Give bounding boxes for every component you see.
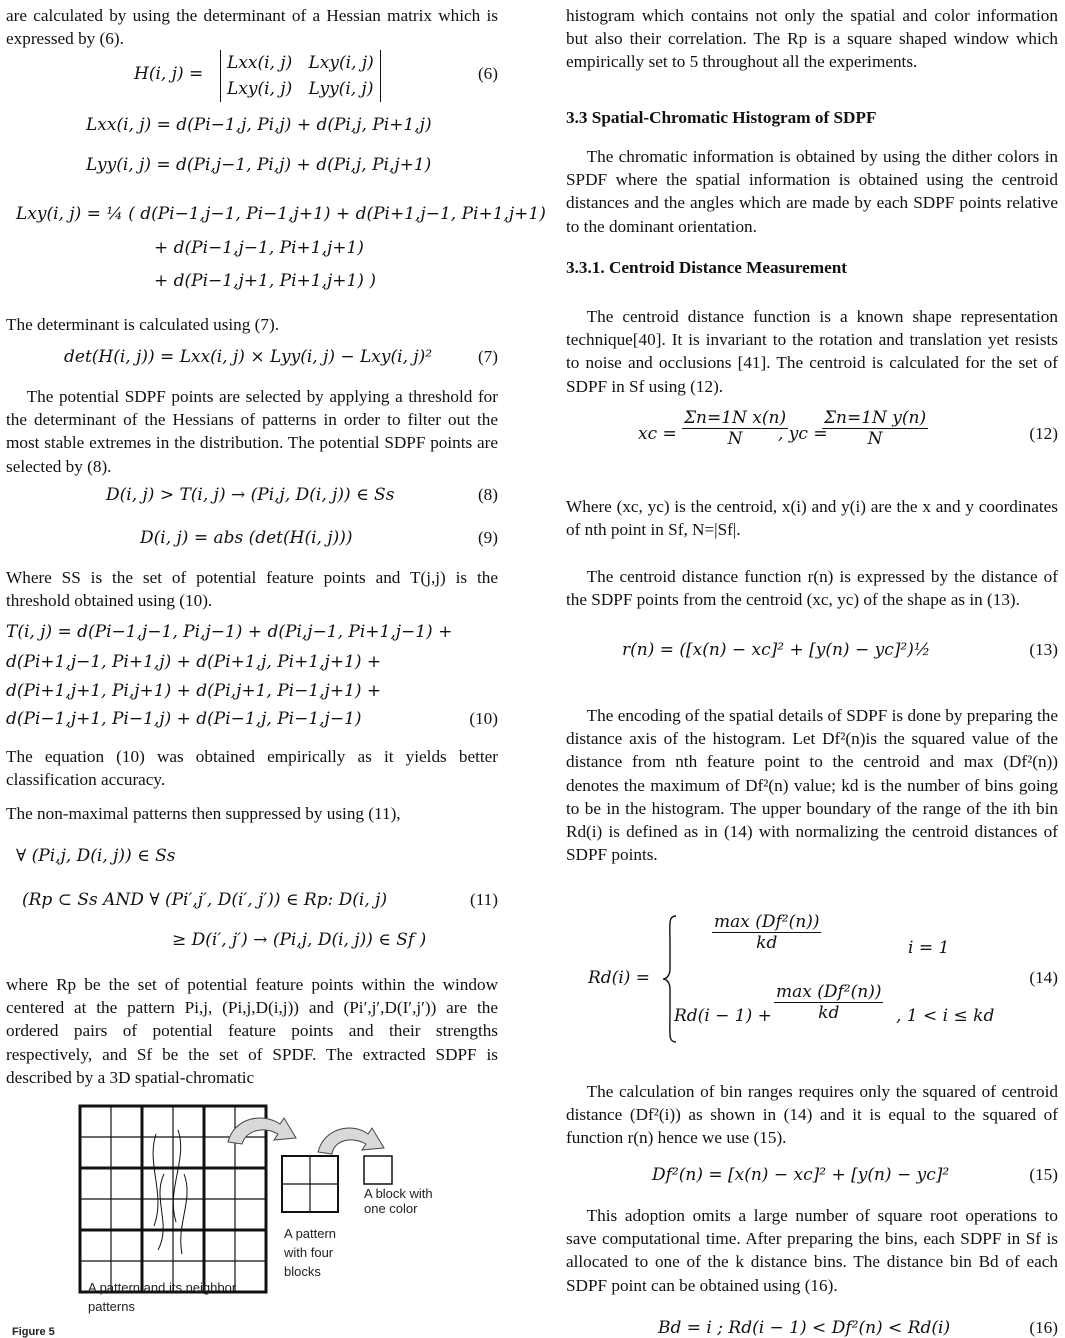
eq-number: (13) bbox=[1029, 640, 1058, 659]
section-heading-3-3: 3.3 Spatial-Chromatic Histogram of SDPF bbox=[566, 108, 877, 127]
eq10-body: d(Pi−1,j+1, Pi−1,j) + d(Pi−1,j, Pi−1,j−1) bbox=[6, 709, 362, 729]
eq12-xc: xc = bbox=[638, 424, 677, 444]
paragraph-nonmax: The non-maximal patterns then suppressed by using (11), bbox=[6, 804, 401, 823]
section-heading-3-3-1: 3.3.1. Centroid Distance Measurement bbox=[566, 258, 848, 277]
paragraph-threshold: The potential SDPF points are selected by applying a threshold for the determinant of the Hessians of patterns in order to filter out the most stable extremes in the distribution. The potential SDPF points are selected by (8). bbox=[6, 387, 498, 476]
paragraph-adoption: This adoption omits a large number of square root operations to save computational time. After preparing the bins, each SDPF in Sf is allocated to one of the k distance bins. The distance bin Bd of each SDPF point can be obtained using (16). bbox=[566, 1206, 1058, 1295]
eq-number: (9) bbox=[477, 528, 498, 547]
equation-lyy: Lyy(i, j) = d(Pi,j−1, Pi,j) + d(Pi,j, Pi,j+1) bbox=[86, 155, 432, 175]
eq-number: (8) bbox=[477, 485, 498, 504]
equation-11-line1: ∀ (Pi,j, D(i, j)) ∈ Ss bbox=[16, 846, 176, 866]
curved-arrow-icon bbox=[318, 1128, 384, 1154]
equation-6 bbox=[6, 50, 498, 106]
fraction-numerator: max (Df²(n)) bbox=[714, 912, 820, 932]
eq6-lhs: H(i, j) = bbox=[134, 64, 204, 84]
fraction-numerator: max (Df²(n)) bbox=[776, 982, 882, 1002]
paragraph-encoding: The encoding of the spatial details of SDPF is done by preparing the distance axis of the histogram. Let Df²(n)is the squared value of the distance from nth feature point to the centroid and max (Df²(n)) denotes the maximum of Df²(n) value; kd is the number of bins going to be in the histogram. The upper boundary of the range of the ith bin Rd(i) is defined as in (14) with normalizing the centroid distances of SDPF points. bbox=[566, 706, 1058, 865]
neighbor-arrows bbox=[153, 1130, 187, 1254]
eq-number: (10) bbox=[469, 709, 498, 728]
matrix-cell: Lxy(i, j) bbox=[227, 79, 293, 99]
fraction-numerator: Σn=1N x(n) bbox=[684, 408, 787, 428]
eq14-case1-condition: i = 1 bbox=[908, 938, 950, 958]
eq12-x-fraction bbox=[682, 408, 788, 449]
single-block bbox=[364, 1156, 392, 1184]
eq14-case1-fraction bbox=[712, 912, 821, 953]
equation-12 bbox=[566, 408, 1058, 464]
eq-number: (14) bbox=[1029, 968, 1058, 987]
eq-number: (11) bbox=[470, 890, 498, 909]
eq9-body: D(i, j) = abs (det(H(i, j))) bbox=[140, 528, 353, 548]
equation-lxy-line3: + d(Pi−1,j+1, Pi+1,j+1) ) bbox=[154, 271, 376, 291]
paragraph-chromatic: The chromatic information is obtained by using the dither colors in SPDF where the spatial information is obtained using the centroid distances and the angles which are made by each SDPF points relative to the dominant orientation. bbox=[566, 147, 1058, 236]
fraction-denominator: kd bbox=[756, 933, 778, 953]
eq16-body: Bd = i ; Rd(i − 1) < Df²(n) < Rd(i) bbox=[658, 1318, 951, 1338]
equation-10-line2: d(Pi+1,j−1, Pi+1,j) + d(Pi+1,j, Pi+1,j+1) + bbox=[6, 652, 382, 672]
eq8-body: D(i, j) > T(i, j) → (Pi,j, D(i, j)) ∈ Ss bbox=[106, 485, 395, 505]
eq-number: (7) bbox=[477, 347, 498, 366]
equation-lxx: Lxx(i, j) = d(Pi−1,j, Pi,j) + d(Pi,j, Pi+1,j) bbox=[86, 115, 432, 135]
eq14-case2-condition: , 1 < i ≤ kd bbox=[896, 1006, 995, 1026]
paragraph-eq10: The equation (10) was obtained empirically as it yields better classification accuracy. bbox=[6, 747, 498, 790]
equation-lxy-line1: Lxy(i, j) = ¼ ( d(Pi−1,j−1, Pi−1,j+1) + d(Pi+1,j−1, Pi+1,j+1) bbox=[16, 204, 546, 224]
eq14-case2-prefix: Rd(i − 1) + bbox=[674, 1006, 772, 1026]
fraction-denominator: kd bbox=[818, 1003, 840, 1023]
fig-label-pattern: A pattern and its neighbor patterns bbox=[88, 1280, 237, 1314]
matrix-cell: Lxy(i, j) bbox=[308, 53, 374, 73]
paragraph-intro: are calculated by using the determinant of a Hessian matrix which is expressed by (6). bbox=[6, 6, 498, 49]
equation-10-line3: d(Pi+1,j+1, Pi,j+1) + d(Pi,j+1, Pi−1,j+1) + bbox=[6, 681, 382, 701]
hessian-matrix bbox=[220, 50, 381, 102]
eq14-case2-fraction bbox=[774, 982, 883, 1023]
fraction-numerator: Σn=1N y(n) bbox=[824, 408, 927, 428]
fig-label-four-blocks: A pattern with four blocks bbox=[284, 1226, 337, 1279]
matrix-cell: Lyy(i, j) bbox=[308, 79, 374, 99]
equation-10-line4 bbox=[6, 709, 498, 729]
fraction-denominator: N bbox=[867, 429, 883, 449]
eq14-lhs: Rd(i) = bbox=[588, 968, 651, 988]
matrix-cell: Lxx(i, j) bbox=[227, 53, 293, 73]
paragraph-determinant: The determinant is calculated using (7). bbox=[6, 315, 279, 334]
curved-arrow-icon bbox=[228, 1118, 296, 1144]
eq-number: (6) bbox=[477, 64, 498, 83]
figure-caption-start: Figure 5 bbox=[12, 1326, 55, 1338]
eq12-y-fraction bbox=[822, 408, 928, 449]
paragraph-bins: The calculation of bin ranges requires only the squared of centroid distance (Df²(i)) as shown in (14) and it is equal to the squared of function r(n) hence we use (15). bbox=[566, 1082, 1058, 1148]
eq-number: (12) bbox=[1029, 424, 1058, 443]
equation-14 bbox=[566, 912, 1058, 1048]
paragraph-histogram: histogram which contains not only the spatial and color information but also their correlation. The Rp is a square shaped window which empirically set to 5 throughout all the experiments. bbox=[566, 6, 1058, 72]
eq12-yc: , yc = bbox=[778, 424, 828, 444]
eq-number: (15) bbox=[1029, 1165, 1058, 1184]
paragraph-rn: The centroid distance function r(n) is expressed by the distance of the SDPF points from the centroid (xc, yc) of the shape as in (13). bbox=[566, 567, 1058, 610]
paragraph-centroid: The centroid distance function is a known shape representation technique[40]. It is invariant to the rotation and translation yet resists to noise and occlusions [41]. The centroid is calculated for the set of SDPF in Sf using (12). bbox=[566, 307, 1058, 396]
fraction-denominator: N bbox=[727, 429, 743, 449]
equation-11-line3: ≥ D(i′, j′) → (Pi,j, D(i, j)) ∈ Sf ) bbox=[172, 930, 427, 950]
equation-10-line1: T(i, j) = d(Pi−1,j−1, Pi,j−1) + d(Pi,j−1, Pi+1,j−1) + bbox=[6, 622, 453, 642]
paragraph-where-ss: Where SS is the set of potential feature points and T(j,j) is the threshold obtained using (10). bbox=[6, 568, 498, 611]
paragraph-where-rp: where Rp be the set of potential feature points within the window centered at the pattern Pi,j, (Pi,j,D(i,j)) and (Pi′,j′,D(I′,j′)) are the ordered pairs of potential feature points and their strengths respectively, and Sf be the set of SPDF. The extracted SDPF is described by a 3D spatial-chromatic bbox=[6, 975, 498, 1087]
paragraph-where-xc: Where (xc, yc) is the centroid, x(i) and y(i) are the x and y coordinates of nth point in Sf, N=|Sf|. bbox=[566, 497, 1058, 540]
eq15-body: Df²(n) = [x(n) − xc]² + [y(n) − yc]² bbox=[652, 1165, 950, 1185]
eq11-body: (Rp ⊂ Ss AND ∀ (Pi′,j′, D(i′, j′)) ∈ Rp: D(i, j) bbox=[22, 890, 388, 910]
eq7-body: det(H(i, j)) = Lxx(i, j) × Lyy(i, j) − Lxy(i, j)² bbox=[64, 347, 433, 367]
equation-lxy-line2: + d(Pi−1,j−1, Pi+1,j+1) bbox=[154, 238, 364, 258]
eq-number: (16) bbox=[1029, 1318, 1058, 1337]
fig-label-block: A block with one color bbox=[364, 1186, 433, 1216]
eq13-body: r(n) = ([x(n) − xc]² + [y(n) − yc]²)½ bbox=[622, 640, 931, 660]
